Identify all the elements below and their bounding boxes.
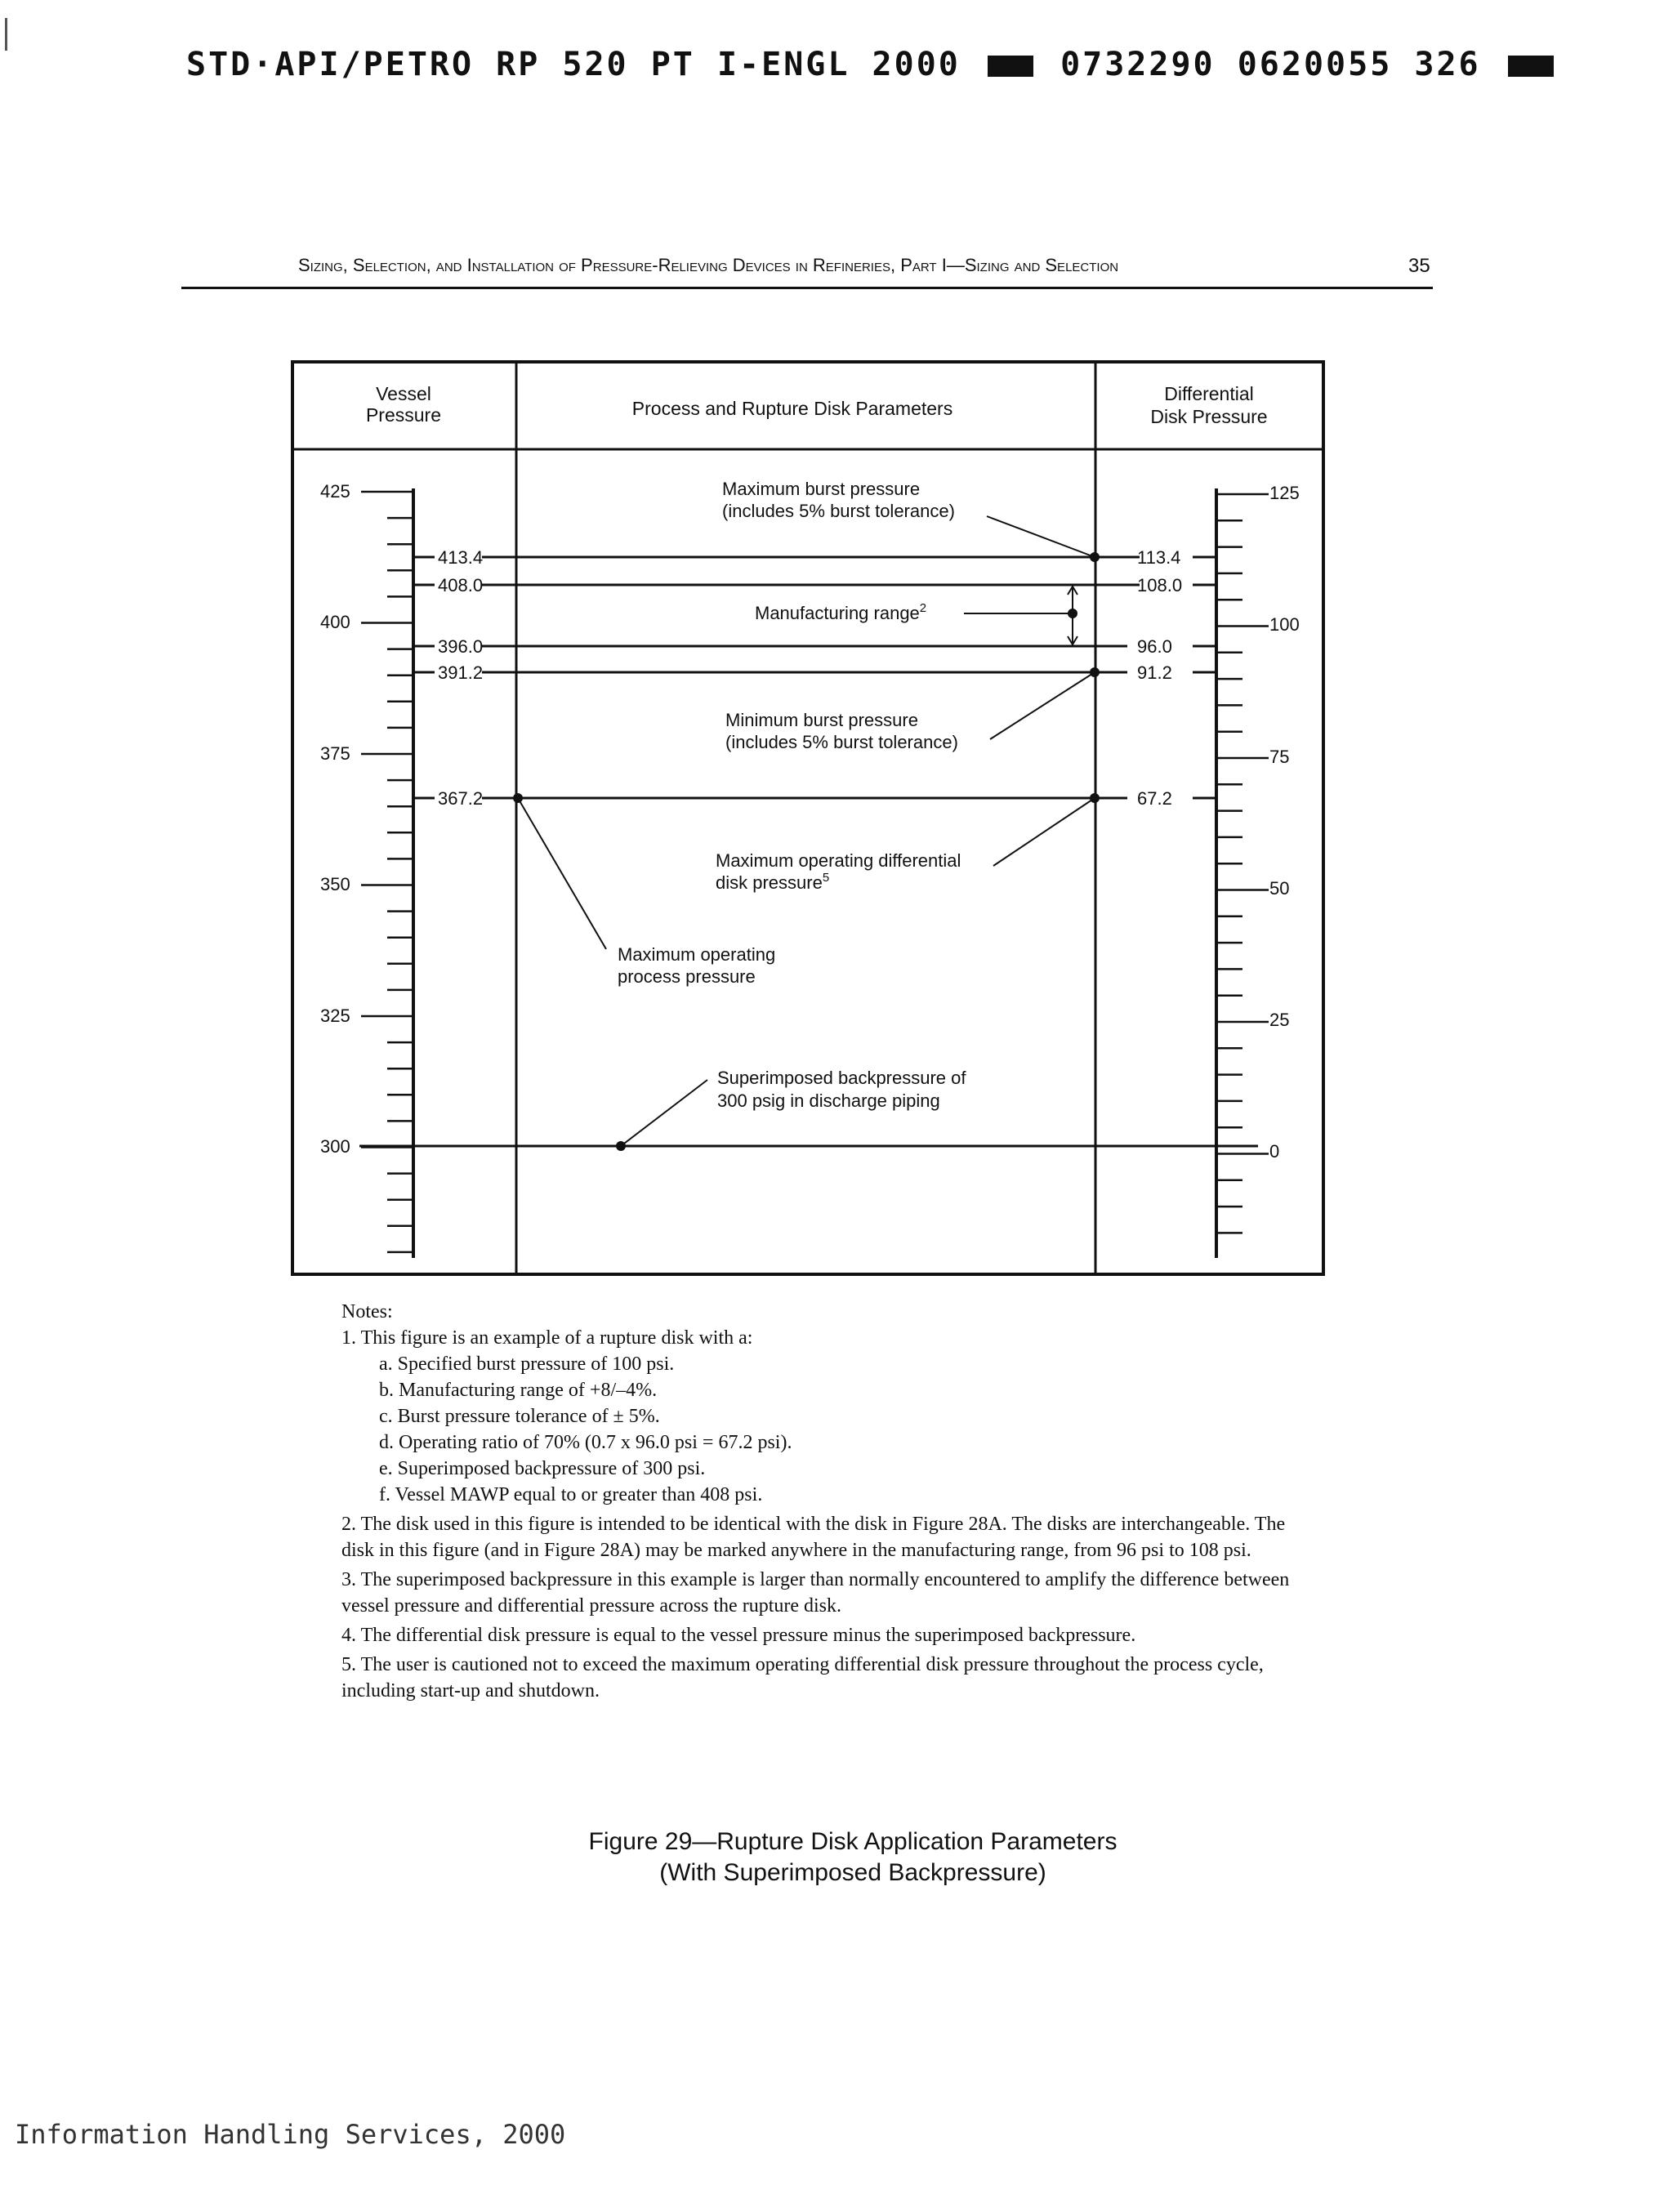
label-min-burst-line1: Minimum burst pressure <box>725 710 918 730</box>
col-left-title-line2: Pressure <box>365 404 442 426</box>
page-number: 35 <box>1408 255 1430 277</box>
document-id-text: STD·API/PETRO RP 520 PT I-ENGL 2000 <box>186 46 961 83</box>
leader-min-burst <box>990 672 1095 739</box>
note-1f: f. Vessel MAWP equal to or greater than 408 psi. <box>379 1484 763 1505</box>
note-5: 5. The user is cautioned not to exceed the maximum operating differential disk pressure throughout the process cycle, including start-up and shutdown. <box>341 1654 1264 1701</box>
right-value-label: 108.0 <box>1137 575 1183 595</box>
leader-max-burst <box>987 516 1095 557</box>
label-max-op-proc-line2: process pressure <box>618 966 756 987</box>
point-max-op-proc <box>513 793 523 803</box>
right-tick-marks <box>1216 494 1269 1233</box>
point-max-burst <box>1090 552 1100 562</box>
right-scale-label: 75 <box>1269 747 1290 767</box>
running-head: Sizing, Selection, and Installation of Pressure-Relieving Devices in Refineries, Part I—Sizing and Selection <box>298 255 1119 275</box>
note-1d: d. Operating ratio of 70% (0.7 x 96.0 psi = 67.2 psi). <box>379 1432 792 1453</box>
figure-notes <box>341 1299 1322 1704</box>
left-scale-label: 325 <box>320 1006 350 1026</box>
label-max-op-diff-line2: disk pressure$^5$ <box>716 871 830 893</box>
right-scale-label: 50 <box>1269 878 1290 899</box>
col-right-title-line1: Differential <box>1164 383 1254 404</box>
label-max-burst-line2: (includes 5% burst tolerance) <box>722 501 955 521</box>
left-scale-label: 350 <box>320 874 350 894</box>
col-right-title-line2: Disk Pressure <box>1150 406 1268 427</box>
right-scale-label: 100 <box>1269 614 1300 635</box>
left-scale-label: 400 <box>320 612 350 632</box>
note-2: 2. The disk used in this figure is intended to be identical with the disk in Figure 28A. The disks are interchangeable. The disk in this figure (and in Figure 28A) may be marked anywhere in the manufacturing range, from 96 psi to 108 psi. <box>341 1514 1286 1561</box>
label-max-op-diff-line1: Maximum operating differential <box>716 850 961 871</box>
right-scale-label: 0 <box>1269 1141 1280 1162</box>
left-scale-label: 300 <box>320 1136 350 1157</box>
left-value-label: 367.2 <box>438 788 484 809</box>
right-scale-label: 125 <box>1269 483 1300 503</box>
point-backpressure <box>616 1141 626 1151</box>
left-value-label: 408.0 <box>438 575 484 595</box>
left-tick-marks <box>361 492 413 1252</box>
label-max-burst-line1: Maximum burst pressure <box>722 479 921 499</box>
notes-heading: Notes: <box>341 1301 393 1322</box>
label-backpressure-line1: Superimposed backpressure of <box>717 1068 966 1088</box>
caption-line1: Figure 29—Rupture Disk Application Parameters <box>588 1828 1118 1855</box>
note-1e: e. Superimposed backpressure of 300 psi. <box>379 1458 706 1479</box>
left-value-label: 391.2 <box>438 662 484 683</box>
label-max-op-proc-line1: Maximum operating <box>618 944 776 965</box>
col-left-title-line1: Vessel <box>376 383 431 404</box>
col-mid-title: Process and Rupture Disk Parameters <box>631 398 953 419</box>
point-max-op-diff <box>1090 793 1100 803</box>
note-1: 1. This figure is an example of a rupture disk with a: <box>341 1327 753 1349</box>
note-3: 3. The superimposed backpressure in this example is larger than normally encountered to amplify the difference between vessel pressure and differential pressure across the rupture disk. <box>341 1569 1290 1617</box>
left-value-label: 396.0 <box>438 636 484 657</box>
right-scale-label: 25 <box>1269 1010 1290 1030</box>
caption-line2: (With Superimposed Backpressure) <box>659 1859 1046 1886</box>
point-min-burst <box>1090 667 1100 677</box>
note-4: 4. The differential disk pressure is equal to the vessel pressure minus the superimposed backpressure. <box>341 1625 1136 1646</box>
figure-caption <box>428 1826 1278 1889</box>
label-mfg-range: Manufacturing range$^2$ <box>755 601 927 623</box>
left-scale-label: 375 <box>320 743 350 764</box>
right-value-label: 113.4 <box>1137 547 1181 568</box>
left-scale-label: 425 <box>320 481 350 502</box>
leader-max-op-diff <box>993 798 1095 866</box>
note-1b: b. Manufacturing range of +8/–4%. <box>379 1380 658 1401</box>
note-1c: c. Burst pressure tolerance of ± 5%. <box>379 1406 660 1427</box>
right-value-label: 91.2 <box>1137 662 1172 683</box>
document-code-text: 0732290 0620055 326 <box>1060 46 1481 83</box>
point-mfg-range <box>1068 609 1077 618</box>
left-value-label: 413.4 <box>438 547 484 568</box>
label-min-burst-line2: (includes 5% burst tolerance) <box>725 732 958 752</box>
leader-backpressure <box>621 1080 707 1146</box>
label-backpressure-line2: 300 psig in discharge piping <box>717 1090 940 1111</box>
right-value-label: 96.0 <box>1137 636 1172 657</box>
leader-max-op-proc <box>518 798 606 949</box>
note-1a: a. Specified burst pressure of 100 psi. <box>379 1354 675 1375</box>
right-value-label: 67.2 <box>1137 788 1172 809</box>
page-footer: Information Handling Services, 2000 <box>15 2119 566 2150</box>
